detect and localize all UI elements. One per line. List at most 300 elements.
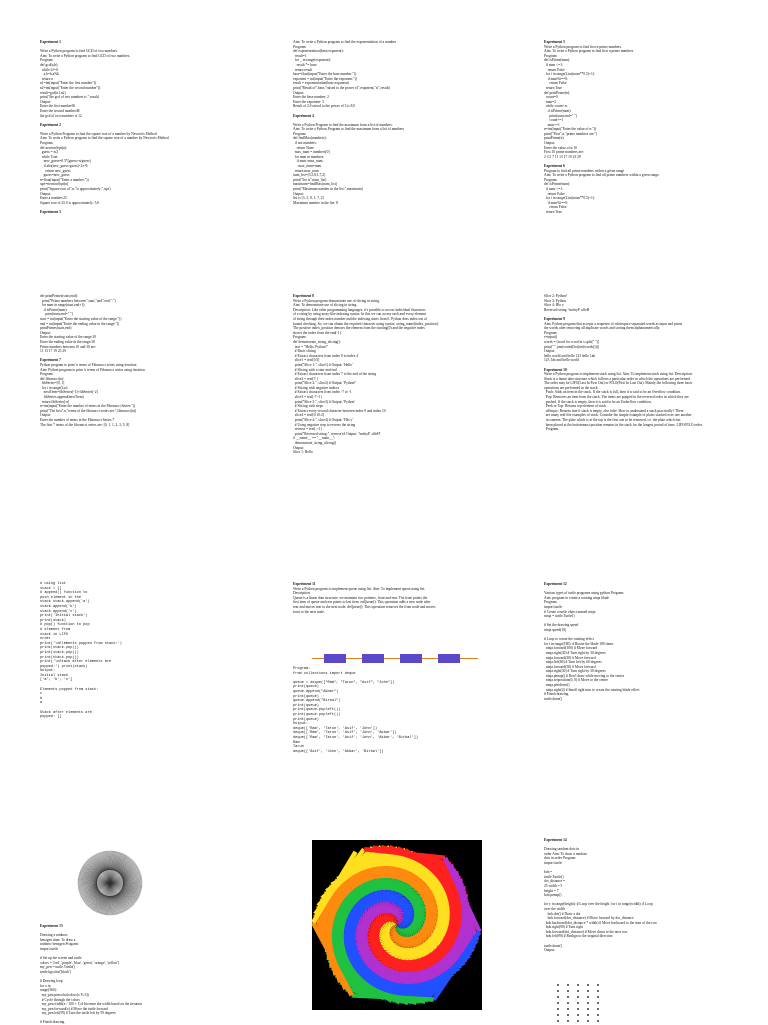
text-line: slice3 = text[-7:-1] xyxy=(293,395,488,400)
text-line: stack stack.append('a') xyxy=(40,600,230,605)
text-line: result=1 xyxy=(293,54,488,59)
text-line: import turtle xyxy=(544,861,739,866)
text-line: print(stack.pop()) xyxy=(40,651,230,656)
text-line: from collections import deque xyxy=(293,672,488,677)
text-line: if num%i==0: xyxy=(544,77,739,82)
text-line: if isPrime(num): xyxy=(544,109,739,114)
text-line: while count<n: xyxy=(544,104,739,109)
text-line: The first 7 terms of the fibonacci series are: [0, 1, 1, 2, 3, 5, 8] xyxy=(40,423,230,428)
text-line: Reversed string: !nohtyP ,olleH xyxy=(544,308,739,313)
text-line: Experiment 12 xyxy=(544,582,739,587)
text-line: if isPrime(num): xyxy=(40,308,230,313)
text-line: Experiment 1 xyxy=(40,40,230,45)
text-line: ninja.forward(50) # Move forward xyxy=(544,665,739,670)
text-line: fibSeries.append(nextTerm) xyxy=(40,395,230,400)
text-line: ninja.forward(20) # Move forward xyxy=(544,656,739,661)
text-line: operations are performed in the stack: xyxy=(544,386,739,391)
text-line: c xyxy=(40,692,230,697)
text-line: Experiment 4 xyxy=(293,114,488,119)
text-line: print(queue) xyxy=(293,718,488,723)
text-line: fibSeries=[0, 1] xyxy=(40,381,230,386)
text-line: ninja.right(30) # Turn right by 30 degrees xyxy=(544,669,739,674)
text-line: Square root of 25.0 is approximately: 5.0 xyxy=(40,201,230,206)
text-line: if not numbers: xyxy=(293,141,488,146)
page-experiment-12 xyxy=(544,582,739,701)
text-line: 11 13 17 19 23 29 xyxy=(40,349,230,354)
page-stack-code xyxy=(40,582,230,720)
text-line: if num>max_num: xyxy=(293,159,488,164)
text-line: Aim: To write a Python program to find first n prime numbers xyxy=(544,49,739,54)
text-line: # Extract every second character between index 0 and index 10 xyxy=(293,409,488,414)
text-line: bob.dot() # Draw a dot xyxy=(544,912,739,917)
text-line: if num <=1: xyxy=(544,187,739,192)
text-line: return fibSeries[:n] xyxy=(40,400,230,405)
text-line: for num in range(start,end+1): xyxy=(40,303,230,308)
text-line: stack = [] xyxy=(40,587,230,592)
text-line: result *= base xyxy=(293,63,488,68)
text-line: for y in range(height): # Loop over the height for i in range(width): # Loop xyxy=(544,902,739,907)
text-line: print('\nElements popped from stack:') xyxy=(40,642,230,647)
text-line: Write a Python program to find GCD of two numbers. xyxy=(40,49,230,54)
text-line: Enter the starting value of the range:10 xyxy=(40,335,230,340)
text-line: 2 3 5 7 11 13 17 19 23 29 xyxy=(544,155,739,160)
text-line: print('Initial stack') xyxy=(40,614,230,619)
queue-node xyxy=(362,654,384,663)
text-line: def newtonSqrt(n): xyxy=(40,146,230,151)
text-line: Program: xyxy=(293,45,488,50)
text-line: ninja.setposition(0, 0) # Move to the center xyxy=(544,678,739,683)
text-line: slice4 = text[0:10:2] xyxy=(293,413,488,418)
text-line: for i in range(180): # Rotate the blade 180 times xyxy=(544,642,739,647)
text-line: print('\nStack after elements are xyxy=(40,660,230,665)
text-line: hello world and hello 123 hello 1ab xyxy=(544,354,739,359)
text-line: the gcd of two numbers is 12 xyxy=(40,114,230,119)
text-line: # Extract characters from index 7 to the end of the string xyxy=(293,372,488,377)
text-line: turtle.done() xyxy=(544,944,739,949)
text-line: result=gcd(n1,n2) xyxy=(40,91,230,96)
text-line: print(queue) xyxy=(293,685,488,690)
text-line: 25 width = 5 xyxy=(544,884,739,889)
text-line: for i in range(2,int(num**0.5)+1): xyxy=(544,196,739,201)
text-line: of a string by using array-like indexing syntax. In this we can access each and every element xyxy=(293,312,488,317)
text-line: ninja.right(30) # Turn right by 30 degrees xyxy=(544,651,739,656)
text-line: ['a', 'b', 'c'] xyxy=(40,678,230,683)
text-line: Maximum number in the list: 8 xyxy=(293,201,488,206)
text-line: def demonstrate_string_slicing(): xyxy=(293,340,488,345)
text-line: return None xyxy=(293,146,488,151)
text-line: isEmpty: Returns true if stack is empty, else false. How to understand a stack practically? There xyxy=(544,409,739,414)
text-line: rainbow benzgen Program: xyxy=(40,942,230,947)
text-line: Output: xyxy=(40,413,230,418)
text-line: Experiment 6 xyxy=(544,164,739,169)
text-line: print("Slice 2:", slice2) # Output: 'Python!' xyxy=(293,381,488,386)
text-line: def printPrimes(start,end): xyxy=(40,294,230,299)
page-experiment-11-desc xyxy=(293,582,488,614)
text-line: Aim: Python program to print 'n terms of Fibonacci series using iteration xyxy=(40,368,230,373)
text-line: Program: xyxy=(293,667,488,672)
text-line: count+=1 xyxy=(544,118,739,123)
text-line: Program: xyxy=(293,335,488,340)
text-line: # Drawing loop xyxy=(40,979,230,984)
text-line: Output: xyxy=(293,722,488,727)
text-line: Slice 3: Python xyxy=(544,299,739,304)
text-line: queue.append("Akbar") xyxy=(293,690,488,695)
text-line: the words after removing all duplicate words and sorting them alphanumerically. xyxy=(544,326,739,331)
text-line: # Slicing with negative indices xyxy=(293,386,488,391)
text-line: Experiment 5 xyxy=(544,40,739,45)
page-experiments-9-10 xyxy=(544,294,739,432)
text-line: Slice 2: Python! xyxy=(544,294,739,299)
text-line: Various types of turtle programs using python Program: xyxy=(544,591,739,596)
text-line: turtle.Turtle() xyxy=(544,875,739,880)
text-line: stack.append('b') xyxy=(40,605,230,610)
queue-diagram xyxy=(310,652,480,665)
text-line: Aim: To write a Python program to find the exponentiation of a number xyxy=(293,40,488,45)
text-line: def fibonacci(n): xyxy=(40,377,230,382)
text-line: bob.forward(dot_distance) # Move forward by dot_distance xyxy=(544,916,739,921)
text-line: return False xyxy=(544,68,739,73)
text-line: exponent = int(input("Enter the exponent:")) xyxy=(293,77,488,82)
text-line: my_pen = turtle.Turtle() xyxy=(40,965,230,970)
text-line: print(queue) xyxy=(293,695,488,700)
text-line: guess=new_guess xyxy=(40,173,230,178)
text-line: Aim: To demonstrate use of slicing in string. xyxy=(293,303,488,308)
text-line: Program: xyxy=(544,427,739,432)
text-line: queue = deque(["Ram", "Tarun", "Asif", "John"]) xyxy=(293,681,488,686)
text-line: Queue is a linear data structure, we maintain two pointers, front and rear. The front points the xyxy=(293,596,488,601)
text-line: bound checking. So, we can obtain the required character using syntax, string_name[index_position]: xyxy=(293,322,488,327)
text-line: Aim: To write a Python program to find GCD of two numbers. xyxy=(40,54,230,59)
text-line: ninja = turtle.Turtle() xyxy=(544,614,739,619)
text-line: Program to find all prime numbers within a given range xyxy=(544,169,739,174)
text-line: Enter the first number36 xyxy=(40,104,230,109)
text-line: colors = ['red', 'purple', 'blue', 'green', 'orange', 'yellow'] xyxy=(40,961,230,966)
text-line: # Finish drawing xyxy=(40,1020,230,1025)
text-line: print("Reversed string:", reverse) # Output: '!nohtyP ,olleH' xyxy=(293,432,488,437)
text-line: return new_guess xyxy=(40,169,230,174)
text-line: while b!=0: xyxy=(40,68,230,73)
text-line: Write a Python program to implement stack using list. Aim: To implement stack using list. Description: xyxy=(544,372,739,377)
text-line: over the width xyxy=(544,907,739,912)
page-experiment-7 xyxy=(40,294,230,427)
text-line: # Slicing with a start and end xyxy=(293,368,488,373)
text-line: bob.forward(dot_distance) # Move down to the next row xyxy=(544,930,739,935)
text-line: n2=int(input("Enter the second number")) xyxy=(40,86,230,91)
text-line: Output: xyxy=(544,948,739,953)
text-line: # Set up the screen and turtle xyxy=(40,956,230,961)
text-line: def isPrime(num): xyxy=(544,182,739,187)
text-line: Output: xyxy=(40,331,230,336)
text-line: num=2 xyxy=(544,100,739,105)
text-line: # Using negative step to reverse the string xyxy=(293,423,488,428)
text-line: print(queue) xyxy=(293,704,488,709)
text-line: Aim: To write a Python Program to find the maximum from a list of numbers xyxy=(293,127,488,132)
text-line: Prime numbers between 10 and 30 are: xyxy=(40,345,230,350)
text-line: Push: Adds an item in the stack. If the stack is full, then it is said to be an Overflow condition. xyxy=(544,390,739,395)
text-line: push element in the xyxy=(40,596,230,601)
text-line: Aim: Python program that accepts a sequence of whitespace separated words as input and prints xyxy=(544,322,739,327)
text-line: for num in numbers: xyxy=(293,155,488,160)
text-line: Drawing random dots in xyxy=(544,847,739,852)
text-line: list is [3, 5, 8, 1, 7, 2] xyxy=(293,196,488,201)
text-line: return True xyxy=(544,210,739,215)
text-line: for _ in range(exponent): xyxy=(293,58,488,63)
text-line: if __name__ == "__main__": xyxy=(293,436,488,441)
text-line: Aim: program to create a rotating ninja blade xyxy=(544,596,739,601)
text-line: # Slicing with steps xyxy=(293,404,488,409)
text-line: popped: [] xyxy=(40,715,230,720)
text-line: Program: xyxy=(40,372,230,377)
text-line: Stack after elements are xyxy=(40,711,230,716)
page-experiment-8 xyxy=(293,294,488,455)
text-line: Experiment 9 xyxy=(544,317,739,322)
text-line: Output: xyxy=(544,349,739,354)
text-line: # using list xyxy=(40,582,230,587)
text-line: new_guess=0.5*(guess+n/guess) xyxy=(40,159,230,164)
text-line: Peek or Top: Returns top element of stack. xyxy=(544,404,739,409)
text-line: Slice 4: Hlo y xyxy=(544,303,739,308)
text-line: Output: xyxy=(293,446,488,451)
text-line: Output: xyxy=(544,141,739,146)
text-line: Experiment 10 xyxy=(544,368,739,373)
text-line: def printPrime(n): xyxy=(544,91,739,96)
text-line: Write a Python program to find first n prime numbers. xyxy=(544,45,739,50)
text-line: if num%i==0: xyxy=(544,201,739,206)
text-line: reverse = text[::-1] xyxy=(293,427,488,432)
text-line: order Aim: To draw a random xyxy=(544,852,739,857)
text-line: front to the next node. xyxy=(293,610,488,615)
text-line: # Set the drawing speed xyxy=(544,623,739,628)
text-line: demonstrate_string_slicing() xyxy=(293,441,488,446)
text-line: print("Maximum number in the list:",maximum) xyxy=(293,187,488,192)
text-line: while True: xyxy=(40,155,230,160)
page-experiment-11-code xyxy=(293,667,488,754)
text-line: my_pen.forward(x) # Move the turtle forward xyxy=(40,1007,230,1012)
text-line: bob.right(90) # Turn right xyxy=(544,925,739,930)
text-line: for i in range(2,n): xyxy=(40,386,230,391)
text-line: bob.backward(dot_distance * width) # Move backward to the start of the row xyxy=(544,921,739,926)
text-line: words = [word for word in s.split(" ")] xyxy=(544,340,739,345)
text-line: Aim: To write a Python program to find all prime numbers within a given range. xyxy=(544,173,739,178)
text-line: # Create a turtle object named ninja xyxy=(544,610,739,615)
text-line: deque(['Ram', 'Tarun', 'Asif', 'John', 'Akbar']) xyxy=(293,731,488,736)
text-line: been placed at the bottommost position remains in the stack for the longest period of time. LIFO/FILO order. xyxy=(544,423,739,428)
text-line: # Finish drawing xyxy=(544,692,739,697)
text-line: nextTerm=fibSeries[-1]+fibSeries[-2] xyxy=(40,390,230,395)
text-line: sqrt=newtonSqrt(n) xyxy=(40,182,230,187)
text-line: Initial stack xyxy=(40,674,230,679)
page-experiments-3-4 xyxy=(293,40,488,205)
text-line: def findMax(numbers): xyxy=(293,136,488,141)
text-line: Program: xyxy=(293,132,488,137)
text-line: print(num,end=" ") xyxy=(544,114,739,119)
text-line: first item of queue and rear points to last item. enQueue(): This operation adds a new node after xyxy=(293,600,488,605)
text-line: text = "Hello, Python!" xyxy=(293,345,488,350)
text-line: print("list is",num_list) xyxy=(293,178,488,183)
text-line: return True xyxy=(544,86,739,91)
text-line: The order may be LIFO(Last In First Out) or FILO(First In Last Out). Mainly the following three basic xyxy=(544,381,739,386)
text-line: Program: xyxy=(544,331,739,336)
text-line: of string through their index number and the indexing starts from 0. Python does index out of xyxy=(293,317,488,322)
rainbow-spiral-output-image xyxy=(312,840,482,1010)
text-line: ninja.left(60) # Turn left by 60 degrees xyxy=(544,660,739,665)
text-line: count=0 xyxy=(544,95,739,100)
text-line: Ram xyxy=(293,741,488,746)
text-line: Output: xyxy=(40,192,230,197)
text-line: height = 7 xyxy=(544,889,739,894)
text-line: in canteen. The plate which is at the top is the first one to be removed, i.e. the plate which has xyxy=(544,418,739,423)
text-line: printPrimes(start,end) xyxy=(40,326,230,331)
text-line: bob = xyxy=(544,870,739,875)
text-line: Experiment 13 xyxy=(40,924,230,929)
text-line: print(queue.popleft()) xyxy=(293,713,488,718)
text-line: Experiment 3 xyxy=(40,210,230,215)
text-line: Program: xyxy=(544,54,739,59)
text-line: ninja.forward(100) # Move forward xyxy=(544,646,739,651)
text-line: print("Result of",base,"raised to the power of",exponent,"is",result) xyxy=(293,86,488,91)
text-line: Elements popped from stack: xyxy=(40,688,230,693)
text-line: 123 1ab and hello world xyxy=(544,358,739,363)
text-line: print("Slice 1:", slice1) # Output: 'Hello' xyxy=(293,363,488,368)
text-line: return False xyxy=(544,205,739,210)
text-line: bob.left(90) # Realign to the original direction xyxy=(544,934,739,939)
text-line: Python program to print 'n terms of Fibonacci series using iteration xyxy=(40,363,230,368)
text-line: print(" ".join(sorted(list(set(words))))) xyxy=(544,345,739,350)
text-line: for i in range(2,int(num**0.5)+1): xyxy=(544,72,739,77)
text-line: slice2 = text[7:] xyxy=(293,377,488,382)
text-line: guess = n/2 xyxy=(40,150,230,155)
text-line: base=float(input("Enter the base number:")) xyxy=(293,72,488,77)
page-experiments-5-6 xyxy=(544,40,739,215)
text-line: order xyxy=(40,637,230,642)
text-line: turtle.bgcolor('black') xyxy=(40,970,230,975)
text-line: Write a Python program to implement queue using list. Aim: To implement queue using list. xyxy=(293,587,488,592)
text-line: Enter the ending value in the range:30 xyxy=(40,340,230,345)
text-line: def gcd(a,b): xyxy=(40,63,230,68)
text-line: The positive index_position denotes the element from the starting(0) and the negative index xyxy=(293,326,488,331)
ninja-blade-output-image xyxy=(72,845,148,921)
text-line: Enter the value of n:10 xyxy=(544,146,739,151)
text-line: print(stack.pop()) xyxy=(40,656,230,661)
text-line: start = int(input("Enter the starting value of the range:")) xyxy=(40,317,230,322)
text-line: # Basic slicing xyxy=(293,349,488,354)
text-line: Output: xyxy=(40,669,230,674)
text-line: # append() function to xyxy=(40,591,230,596)
text-line: Drawing a rainbow xyxy=(40,933,230,938)
text-line: ninja.pendown() xyxy=(544,683,739,688)
text-line: return False xyxy=(544,192,739,197)
text-line: my_pen.pencolor(colors[x % 6]) xyxy=(40,993,230,998)
text-line: Aim: To write a Python program to find the square root of a number by Newton's Method xyxy=(40,136,230,141)
text-line: Output: xyxy=(293,91,488,96)
text-line: Output: xyxy=(40,100,230,105)
text-line: Tarun xyxy=(293,745,488,750)
text-line: deque(['Ram', 'Tarun', 'Asif', 'John', 'Akbar', 'Birbal']) xyxy=(293,736,488,741)
text-line: max_num = numbers[0] xyxy=(293,150,488,155)
text-line: Program: xyxy=(544,178,739,183)
text-line: turtle.done() xyxy=(544,697,739,702)
text-line: ninja.right(2) # Small right turn to create the rotating blade effect xyxy=(544,688,739,693)
text-line: s=input() xyxy=(544,335,739,340)
text-line: Write a Python Program to find the square root of a number by Newton's Method xyxy=(40,132,230,137)
queue-node xyxy=(324,654,346,663)
text-line: Experiment 14 xyxy=(544,838,739,843)
text-line: # Cycle through the colors xyxy=(40,998,230,1003)
text-line: if abs(new_guess-guess)<1e-9: xyxy=(40,164,230,169)
text-line: n=int(input("Enter the value of n:")) xyxy=(544,127,739,132)
text-line: n=int(input("Enter the number of terms in the Fibonacci Series:")) xyxy=(40,404,230,409)
text-line: printPrime(n) xyxy=(544,136,739,141)
text-line: Pop: Removes an item from the stack. The items are popped in the reversed order in which they are xyxy=(544,395,739,400)
text-line: Program: xyxy=(544,600,739,605)
text-line: return result xyxy=(293,68,488,73)
text-line: shows the index from the end(-1). xyxy=(293,331,488,336)
dots-output-image xyxy=(554,982,614,1024)
text-line: # Extract characters from index 0 to index 4 xyxy=(293,354,488,359)
text-line: stack in LIFO xyxy=(40,633,230,638)
text-line: my_pen.width(x / 100 + 1) # Increase the width based on the iteration xyxy=(40,1002,230,1007)
text-line: deque(['Asif', 'John', 'Akbar', 'Birbal']) xyxy=(293,750,488,755)
text-line: Enter the exponent: 3 xyxy=(293,100,488,105)
text-line: Program: xyxy=(40,58,230,63)
text-line: Program: xyxy=(40,141,230,146)
text-line: # pop() function to pop xyxy=(40,623,230,628)
text-line: bob.penup() xyxy=(544,893,739,898)
text-line: n1=int(input("Enter the first number")) xyxy=(40,81,230,86)
text-line: end = int(input("Enter the ending value in the range:")) xyxy=(40,322,230,327)
text-line: First 10 prime numbers are: xyxy=(544,150,739,155)
text-line: dots in order Program xyxy=(544,856,739,861)
text-line: # Extract characters from index -7 to -1 xyxy=(293,390,488,395)
text-line: Experiment 2 xyxy=(40,123,230,128)
text-line: result = exponentiation(base,exponent) xyxy=(293,81,488,86)
text-line: Experiment 7 xyxy=(40,358,230,363)
page-experiments-1-3 xyxy=(40,40,230,215)
text-line: Experiment 11 xyxy=(293,582,488,587)
text-line: print("Prime numbers between",start,"and",end,":") xyxy=(40,299,230,304)
text-line: print(num,end=" ") xyxy=(40,312,230,317)
text-line: num+=1 xyxy=(544,123,739,128)
text-line: if num <=1: xyxy=(544,63,739,68)
text-line: deque(['Ram', 'Tarun', 'Asif', 'John']) xyxy=(293,727,488,732)
text-line: ninja.penup() # Don't draw while moving to the center xyxy=(544,674,739,679)
text-line: print("Slice 3:", slice3) # Output: 'Python' xyxy=(293,400,488,405)
text-line: # Loop to create the rotating effect xyxy=(544,637,739,642)
text-line: a xyxy=(40,701,230,706)
text-line: return max_num xyxy=(293,169,488,174)
text-line: rear and moves rear to the next node. deQueue(): This operation removes the front node and moves xyxy=(293,605,488,610)
text-line: maximum=findMax(num_list) xyxy=(293,182,488,187)
text-line: Write a Python Program to find the maximum from a list of numbers. xyxy=(293,123,488,128)
text-line: slice1 = text[0:5] xyxy=(293,358,488,363)
text-line: Description: Like other programming languages, it's possible to access individual characters xyxy=(293,308,488,313)
text-line: dot_distance = xyxy=(544,879,739,884)
text-line: max_num=num xyxy=(293,164,488,169)
text-line: Output: xyxy=(293,192,488,197)
text-line: import turtle xyxy=(40,947,230,952)
text-line: return a xyxy=(40,77,230,82)
text-line: b xyxy=(40,697,230,702)
text-line: Stack is a linear data structure which follows a particular order in which the operations are performed. xyxy=(544,377,739,382)
text-line: Result of 2.0 raised to the power of 3 is 8.0 xyxy=(293,104,488,109)
text-line: Enter a number:25 xyxy=(40,196,230,201)
text-line: my_pen.left(59) # Turn the turtle left by 59 degrees xyxy=(40,1011,230,1016)
text-line: Enter the number of terms in the Fibonacci Series:7 xyxy=(40,418,230,423)
text-line: popped:') print(stack) xyxy=(40,665,230,670)
text-line: # element from xyxy=(40,628,230,633)
text-line: for x in xyxy=(40,984,230,989)
text-line: print("The first",n,"terms of the fibonacci series are:",fibonacci(n)) xyxy=(40,409,230,414)
